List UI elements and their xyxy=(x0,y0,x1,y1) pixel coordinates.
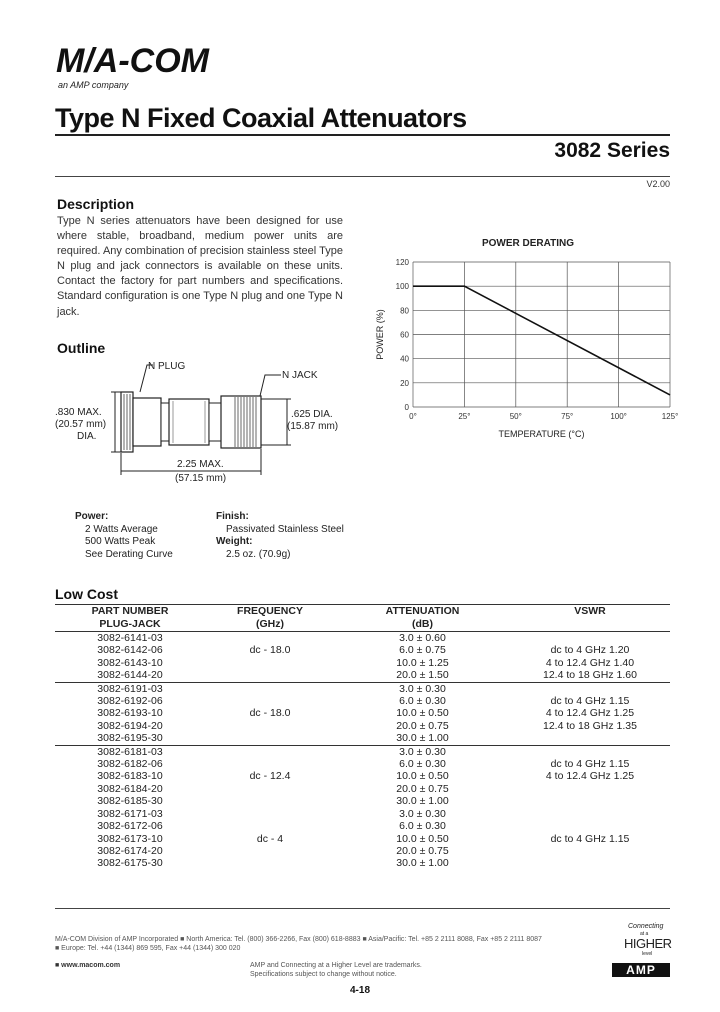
footer-contact-line: ■ Europe: Tel. +44 (1344) 869 595, Fax +44 (1344) 300 020 xyxy=(55,945,241,952)
frequency-cell xyxy=(205,795,335,807)
table-row xyxy=(55,795,670,807)
title-rule xyxy=(55,134,670,136)
vswr-cell: 4 to 12.4 GHz 1.25 xyxy=(545,707,635,720)
part-number-cell: 3082-6192-06 xyxy=(97,695,163,708)
frequency-cell xyxy=(205,682,335,695)
y-tick-label: 40 xyxy=(400,354,409,364)
attenuation-cell: 30.0 ± 1.00 xyxy=(396,732,449,745)
attenuation-cell: 3.0 ± 0.30 xyxy=(335,682,510,695)
description-body: Type N series attenuators have been designed for use where stable, broadband, medium power units are required. Any combination of precision stainless steel Type N plug and jack connectors is available on these units. Contact the factory for part numbers and specifications. Standard configuration is one Type N plug and one Type N jack. xyxy=(57,215,343,318)
version-label: V2.00 xyxy=(646,179,670,189)
attenuation-cell: 6.0 ± 0.30 xyxy=(399,820,446,833)
part-number-cell: 3082-6193-10 xyxy=(97,707,163,720)
outline-drawing xyxy=(55,355,385,495)
part-number-cell: 3082-6141-03 xyxy=(97,632,163,644)
series-title: 3082 Series xyxy=(554,139,670,162)
table-row xyxy=(55,845,670,857)
x-tick-label: 100° xyxy=(610,412,627,421)
vswr-cell: dc to 4 GHz 1.15 xyxy=(550,832,630,845)
table-row xyxy=(55,770,670,782)
table-row xyxy=(55,657,670,669)
macom-logo xyxy=(56,40,209,80)
n-plug-label: N PLUG xyxy=(148,361,186,372)
attenuator-body xyxy=(169,399,209,445)
vswr-cell xyxy=(510,808,670,820)
left-dia-label-1: .830 MAX. xyxy=(55,407,102,418)
part-number-cell: 3082-6182-06 xyxy=(97,758,163,771)
frequency-cell: dc - 18.0 xyxy=(249,644,291,657)
attenuation-cell: 6.0 ± 0.75 xyxy=(399,644,446,657)
table-row xyxy=(55,833,670,845)
part-number-cell: 3082-6142-06 xyxy=(97,644,163,657)
table-row xyxy=(55,669,670,682)
attenuation-cell: 10.0 ± 0.50 xyxy=(396,770,449,783)
frequency-cell xyxy=(205,783,335,795)
part-number-cell: 3082-6175-30 xyxy=(97,857,163,870)
frequency-cell xyxy=(205,632,335,645)
power-line: 500 Watts Peak xyxy=(85,536,156,548)
footer-rule xyxy=(55,908,670,909)
parts-table xyxy=(55,604,670,870)
tagline-3: HIGHER xyxy=(624,936,672,951)
part-number-cell: 3082-6194-20 xyxy=(97,719,163,732)
table-row xyxy=(55,745,670,758)
part-number-cell: 3082-6184-20 xyxy=(97,782,163,795)
finish-value: Passivated Stainless Steel xyxy=(226,523,344,535)
vswr-cell: dc to 4 GHz 1.15 xyxy=(550,758,630,771)
footer-contact-line: M/A-COM Division of AMP Incorporated ■ North America: Tel. (800) 366-2266, Fax (800) 618-8883 ■ Asia/Pacific: Tel. +85 2 2111 8088, Fax +85 2 2111 8087 xyxy=(55,936,542,943)
footer-website: ■ www.macom.com xyxy=(55,962,121,969)
left-dia-label-2: (20.57 mm) xyxy=(55,419,107,430)
attenuation-cell: 30.0 ± 1.00 xyxy=(396,857,449,870)
table-row xyxy=(55,758,670,770)
page-title: Type N Fixed Coaxial Attenuators xyxy=(55,103,467,133)
tagline-1: Connecting xyxy=(628,923,664,930)
vswr-cell xyxy=(510,783,670,795)
frequency-cell xyxy=(205,669,335,682)
power-spec xyxy=(75,511,173,561)
col-attenuation: ATTENUATION (dB) xyxy=(335,605,510,632)
frequency-cell xyxy=(205,732,335,745)
table-row xyxy=(55,732,670,745)
attenuation-cell: 20.0 ± 1.50 xyxy=(396,669,449,682)
header-rule xyxy=(55,176,670,177)
part-number-cell: 3082-6174-20 xyxy=(97,844,163,857)
y-tick-label: 20 xyxy=(400,378,409,388)
table-row xyxy=(55,644,670,656)
frequency-cell xyxy=(205,745,335,758)
y-tick-label: 60 xyxy=(400,330,409,340)
vswr-cell xyxy=(510,632,670,645)
low-cost-heading: Low Cost xyxy=(55,586,118,602)
x-tick-label: 50° xyxy=(509,412,522,421)
chart-title: POWER DERATING xyxy=(481,238,575,249)
y-tick-label: 0 xyxy=(404,403,409,412)
col-part-number: PART NUMBER PLUG-JACK xyxy=(55,605,205,632)
frequency-cell: dc - 12.4 xyxy=(249,770,291,783)
footer-contact xyxy=(55,935,575,953)
connecting-higher-logo xyxy=(622,920,670,958)
attenuation-cell: 6.0 ± 0.30 xyxy=(399,758,446,771)
attenuation-cell: 30.0 ± 1.00 xyxy=(396,795,449,808)
attenuation-cell: 10.0 ± 0.50 xyxy=(396,707,449,720)
table-row xyxy=(55,695,670,707)
vswr-cell xyxy=(510,857,670,869)
vswr-cell xyxy=(510,845,670,857)
attenuation-cell: 3.0 ± 0.30 xyxy=(335,745,510,758)
frequency-cell xyxy=(205,657,335,669)
vswr-cell xyxy=(510,682,670,695)
vswr-cell xyxy=(510,820,670,832)
frequency-cell xyxy=(205,845,335,857)
vswr-cell: 4 to 12.4 GHz 1.25 xyxy=(545,770,635,783)
table-row xyxy=(55,707,670,719)
part-number-cell: 3082-6144-20 xyxy=(97,669,163,682)
frequency-cell: dc - 18.0 xyxy=(249,707,291,720)
table-row xyxy=(55,720,670,732)
finish-weight-spec xyxy=(216,511,344,561)
part-number-cell: 3082-6183-10 xyxy=(97,770,163,783)
n-jack-leader xyxy=(260,375,281,396)
attenuation-cell: 20.0 ± 0.75 xyxy=(396,719,449,732)
right-dia-label-2: (15.87 mm) xyxy=(287,421,339,432)
vswr-cell: 12.4 to 18 GHz 1.35 xyxy=(543,719,637,732)
amp-logo: AMP xyxy=(612,963,670,977)
weight-label: Weight: xyxy=(216,536,253,548)
attenuation-cell: 20.0 ± 0.75 xyxy=(396,782,449,795)
vswr-cell: 12.4 to 18 GHz 1.60 xyxy=(543,669,637,682)
length-label-1: 2.25 MAX. xyxy=(177,459,224,470)
logo-subtitle: an AMP company xyxy=(58,80,129,90)
x-tick-label: 125° xyxy=(661,412,679,421)
attenuation-cell: 6.0 ± 0.30 xyxy=(399,695,446,708)
trademark-notice: AMP and Connecting at a Higher Level are trademarks. xyxy=(250,962,422,969)
col-frequency: FREQUENCY (GHz) xyxy=(205,605,335,632)
power-line: 2 Watts Average xyxy=(85,523,158,535)
description-heading: Description xyxy=(57,196,135,212)
vswr-cell: dc to 4 GHz 1.15 xyxy=(550,695,630,708)
part-number-cell: 3082-6172-06 xyxy=(97,820,163,833)
jack-neck xyxy=(209,403,221,441)
frequency-cell xyxy=(205,820,335,832)
table-row xyxy=(55,808,670,820)
x-tick-label: 75° xyxy=(561,412,574,421)
vswr-cell xyxy=(510,745,670,758)
tagline-2: at a xyxy=(640,931,649,937)
vswr-cell: 4 to 12.4 GHz 1.40 xyxy=(545,656,635,669)
attenuation-cell: 10.0 ± 0.50 xyxy=(396,832,449,845)
vswr-cell xyxy=(510,732,670,745)
table-row xyxy=(55,857,670,869)
frequency-cell xyxy=(205,857,335,869)
frequency-cell xyxy=(205,808,335,820)
n-jack-label: N JACK xyxy=(282,370,318,381)
attenuation-cell: 3.0 ± 0.30 xyxy=(399,807,446,820)
x-tick-label: 0° xyxy=(409,412,417,421)
x-tick-label: 25° xyxy=(458,412,471,421)
length-label-2: (57.15 mm) xyxy=(175,473,227,484)
part-number-cell: 3082-6143-10 xyxy=(97,656,163,669)
vswr-cell: dc to 4 GHz 1.20 xyxy=(550,644,630,657)
plug-body xyxy=(133,398,161,446)
y-tick-label: 80 xyxy=(400,306,409,316)
power-line: See Derating Curve xyxy=(85,548,173,560)
series-line xyxy=(413,286,670,395)
table-row xyxy=(55,783,670,795)
frequency-cell xyxy=(205,758,335,770)
page-number: 4-18 xyxy=(350,985,371,996)
attenuation-cell: 20.0 ± 0.75 xyxy=(396,844,449,857)
frequency-cell xyxy=(205,720,335,732)
part-number-cell: 3082-6185-30 xyxy=(97,795,163,808)
attenuation-cell: 3.0 ± 0.60 xyxy=(399,632,446,644)
x-axis-label: TEMPERATURE (°C) xyxy=(498,429,585,439)
table-row xyxy=(55,632,670,645)
y-tick-label: 120 xyxy=(395,258,409,267)
weight-value: 2.5 oz. (70.9g) xyxy=(226,548,291,560)
table-row xyxy=(55,820,670,832)
plug-neck xyxy=(161,403,169,441)
power-derating-chart xyxy=(365,232,680,447)
vswr-cell xyxy=(510,795,670,807)
attenuation-cell: 10.0 ± 1.25 xyxy=(396,656,449,669)
table-row xyxy=(55,682,670,695)
left-dia-label-3: DIA. xyxy=(77,431,97,442)
right-dia-label-1: .625 DIA. xyxy=(291,409,333,420)
y-axis-label: POWER (%) xyxy=(375,309,385,360)
frequency-cell: dc - 4 xyxy=(256,832,284,845)
disclaimer-notice: Specifications subject to change without notice. xyxy=(250,971,397,978)
part-number-cell: 3082-6195-30 xyxy=(97,732,163,745)
part-number-cell: 3082-6171-03 xyxy=(97,807,163,820)
outline-heading: Outline xyxy=(57,340,106,356)
y-tick-label: 100 xyxy=(395,282,409,292)
frequency-cell xyxy=(205,695,335,707)
part-number-cell: 3082-6191-03 xyxy=(55,682,205,695)
footer-legal xyxy=(250,961,470,979)
finish-label: Finish: xyxy=(216,511,249,522)
part-number-cell: 3082-6181-03 xyxy=(55,745,205,758)
macom-logo-text: M/A-COM xyxy=(56,42,209,80)
part-number-cell: 3082-6173-10 xyxy=(97,832,163,845)
col-vswr: VSWR xyxy=(510,605,670,632)
tagline-4: level xyxy=(642,951,653,957)
power-label: Power: xyxy=(75,511,109,522)
